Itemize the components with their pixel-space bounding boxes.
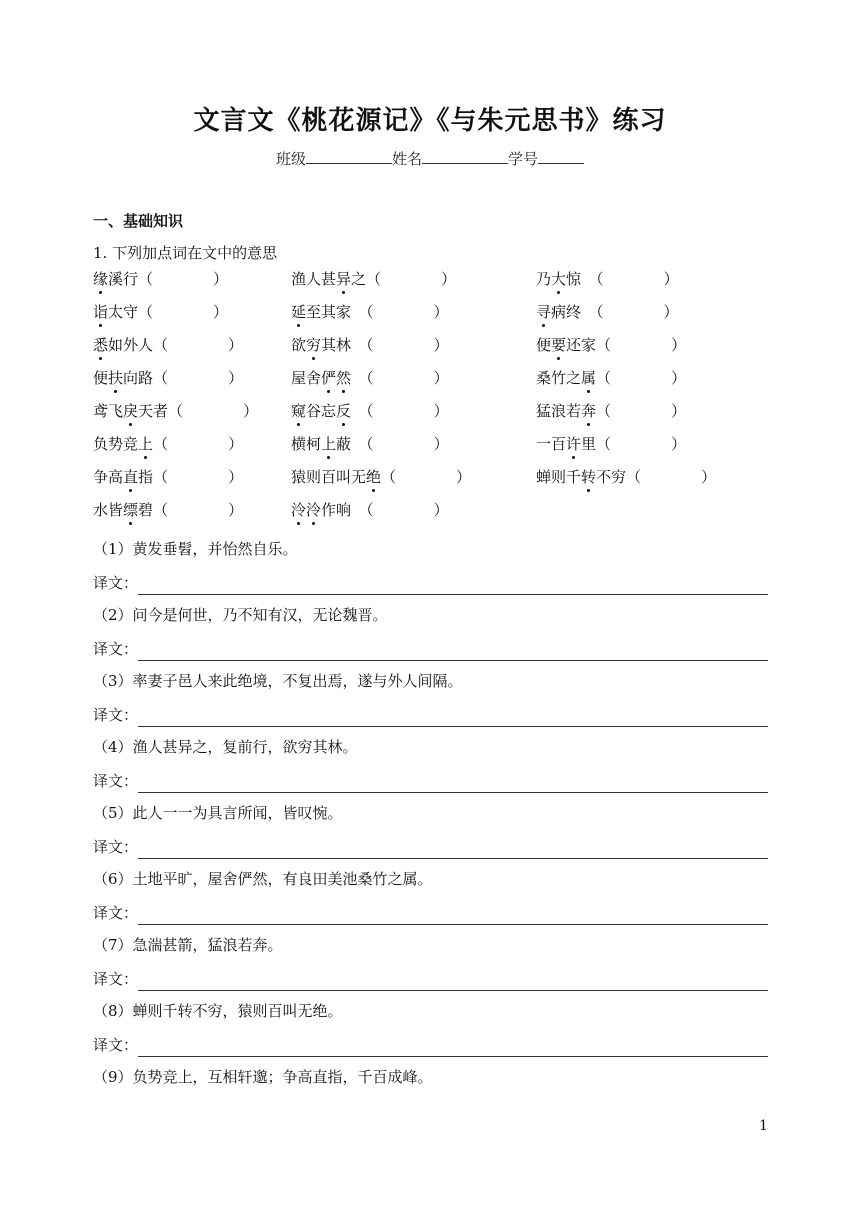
name-label: 姓名 <box>391 150 422 168</box>
answer-blank[interactable] <box>153 303 213 321</box>
answer-blank[interactable] <box>374 303 434 321</box>
close-paren: ） <box>433 402 449 420</box>
dotted-char: 穷 <box>306 336 322 354</box>
vocab-item <box>536 400 686 421</box>
vocab-item <box>291 466 471 487</box>
answer-blank[interactable] <box>611 336 671 354</box>
vocab-text: （ <box>351 369 374 387</box>
close-paren: ） <box>433 435 449 453</box>
vocab-item <box>93 499 243 520</box>
answer-blank[interactable] <box>168 435 228 453</box>
vocab-item <box>536 367 686 388</box>
vocab-item <box>291 433 449 454</box>
answer-blank[interactable] <box>374 336 434 354</box>
answer-blank[interactable] <box>153 270 213 288</box>
vocab-item <box>536 334 686 355</box>
vocab-text: 争高 <box>93 468 124 486</box>
dotted-char: 泠 <box>306 501 322 519</box>
vocab-item <box>536 301 679 322</box>
close-paren: ） <box>243 402 259 420</box>
answer-blank[interactable] <box>374 501 434 519</box>
sentence-item: （9）负势竞上，互相轩邈；争高直指，千百成峰。 <box>93 1068 433 1086</box>
vocab-text: 蝉则千 <box>536 468 582 486</box>
vocab-text: 一百 <box>536 435 567 453</box>
dotted-char: 俨 <box>321 369 337 387</box>
vocab-text: 桑竹之 <box>536 369 582 387</box>
close-paren: ） <box>228 501 244 519</box>
vocab-text: 鸢飞 <box>93 402 124 420</box>
vocab-item <box>291 400 449 421</box>
vocab-item <box>93 268 228 289</box>
vocab-text: 谷忘 <box>306 402 337 420</box>
vocab-item <box>536 268 679 289</box>
vocab-text: 其林 （ <box>321 336 374 354</box>
vocab-text: （ <box>351 402 374 420</box>
dotted-char: 直 <box>123 468 139 486</box>
translation-row <box>93 832 768 865</box>
dotted-char: 属 <box>581 369 597 387</box>
answer-blank[interactable] <box>604 303 664 321</box>
vocab-text: 水皆 <box>93 501 124 519</box>
question-1: 1. 下列加点词在文中的意思 <box>93 244 278 262</box>
vocab-text: 横柯 <box>291 435 322 453</box>
vocab-text: 猿则百叫无 <box>291 468 367 486</box>
student-info-line <box>0 148 860 169</box>
vocab-text: 乃 <box>536 270 552 288</box>
close-paren: ） <box>671 369 687 387</box>
vocab-text: （ <box>381 468 397 486</box>
vocab-text: （ <box>596 369 612 387</box>
vocab-item <box>93 433 243 454</box>
close-paren: ） <box>663 303 679 321</box>
translation-row <box>93 634 768 667</box>
dotted-char: 绝 <box>366 468 382 486</box>
dotted-char: 反 <box>336 402 352 420</box>
vocab-text: 便 <box>93 369 109 387</box>
class-blank <box>306 149 392 164</box>
close-paren: ） <box>456 468 472 486</box>
translation-answer-line[interactable] <box>138 902 768 925</box>
vocab-row <box>93 268 793 301</box>
dotted-char: 异 <box>336 270 352 288</box>
translation-answer-line[interactable] <box>138 770 768 793</box>
translation-answer-line[interactable] <box>138 638 768 661</box>
translation-row <box>93 1030 768 1063</box>
dotted-char: 诣 <box>93 303 109 321</box>
vocab-text: （ <box>596 402 612 420</box>
translation-answer-line[interactable] <box>138 704 768 727</box>
close-paren: ） <box>433 369 449 387</box>
translation-row <box>93 766 768 799</box>
translation-answer-line[interactable] <box>138 1034 768 1057</box>
sentence-item: （6）土地平旷，屋舍俨然，有良田美池桑竹之属。 <box>93 870 433 888</box>
close-paren: ） <box>213 270 229 288</box>
vocab-text: 碧（ <box>138 501 169 519</box>
vocab-text: 溪行（ <box>108 270 154 288</box>
vocab-item <box>291 367 449 388</box>
page-title: 文言文《桃花源记》《与朱元思书》练习 <box>193 106 667 136</box>
vocab-grid <box>93 268 793 532</box>
vocab-text: 渔人甚 <box>291 270 337 288</box>
vocab-text: 作响 （ <box>321 501 374 519</box>
translation-label: 译文： <box>93 640 139 658</box>
answer-blank[interactable] <box>641 468 701 486</box>
vocab-text: 里（ <box>581 435 612 453</box>
vocab-row <box>93 466 793 499</box>
close-paren: ） <box>228 435 244 453</box>
translation-label: 译文： <box>93 772 139 790</box>
vocab-text: 负势竞 <box>93 435 139 453</box>
sentence-item: （2）问今是何世，乃不知有汉，无论魏晋。 <box>93 606 388 624</box>
answer-blank[interactable] <box>611 402 671 420</box>
answer-blank[interactable] <box>374 402 434 420</box>
close-paren: ） <box>671 402 687 420</box>
vocab-row <box>93 400 793 433</box>
translation-row <box>93 964 768 997</box>
vocab-text: 欲 <box>291 336 307 354</box>
answer-blank[interactable] <box>374 435 434 453</box>
vocab-item <box>93 466 243 487</box>
dotted-char: 许 <box>566 435 582 453</box>
vocab-item <box>291 334 449 355</box>
vocab-item <box>93 301 228 322</box>
vocab-item <box>93 334 243 355</box>
vocab-text: （ <box>153 435 169 453</box>
close-paren: ） <box>433 501 449 519</box>
vocab-item <box>536 466 716 487</box>
close-paren: ） <box>433 336 449 354</box>
translation-row <box>93 898 768 931</box>
vocab-item <box>536 433 686 454</box>
dotted-char: 泠 <box>291 501 307 519</box>
dotted-char: 要 <box>551 336 567 354</box>
vocab-text: 指（ <box>138 468 169 486</box>
dotted-char: 寻 <box>536 303 552 321</box>
vocab-text: 屋舍 <box>291 369 322 387</box>
dotted-char: 转 <box>581 468 597 486</box>
vocab-text: 猛浪若 <box>536 402 582 420</box>
close-paren: ） <box>671 336 687 354</box>
dotted-char: 然 <box>336 369 352 387</box>
vocab-row <box>93 367 793 400</box>
vocab-text: 还家（ <box>566 336 612 354</box>
vocab-item <box>93 367 243 388</box>
vocab-item <box>291 499 449 520</box>
dotted-char: 悉 <box>93 336 109 354</box>
answer-blank[interactable] <box>381 270 441 288</box>
translation-label: 译文： <box>93 706 139 724</box>
dotted-char: 大 <box>551 270 567 288</box>
sentence-item: （4）渔人甚异之，复前行，欲穷其林。 <box>93 738 358 756</box>
answer-blank[interactable] <box>168 369 228 387</box>
answer-blank[interactable] <box>168 468 228 486</box>
name-blank <box>422 149 508 164</box>
translation-label: 译文： <box>93 970 139 988</box>
vocab-item <box>93 400 258 421</box>
page-number: 1 <box>759 1118 768 1134</box>
answer-blank[interactable] <box>183 402 243 420</box>
vocab-text: 惊 （ <box>566 270 604 288</box>
close-paren: ） <box>228 336 244 354</box>
dotted-char: 上 <box>321 435 337 453</box>
dotted-char: 缘 <box>93 270 109 288</box>
close-paren: ） <box>213 303 229 321</box>
translation-answer-line[interactable] <box>138 572 768 595</box>
translation-row <box>93 568 768 601</box>
number-blank <box>538 149 584 164</box>
vocab-row <box>93 301 793 334</box>
translation-label: 译文： <box>93 574 139 592</box>
vocab-text: 天者（ <box>138 402 184 420</box>
answer-blank[interactable] <box>374 369 434 387</box>
dotted-char: 戾 <box>123 402 139 420</box>
translation-list <box>93 535 768 1096</box>
vocab-text: 病终 （ <box>551 303 604 321</box>
dotted-char: 延 <box>291 303 307 321</box>
answer-blank[interactable] <box>168 501 228 519</box>
answer-blank[interactable] <box>604 270 664 288</box>
close-paren: ） <box>433 303 449 321</box>
close-paren: ） <box>663 270 679 288</box>
sentence-item: （3）率妻子邑人来此绝境，不复出焉，遂与外人间隔。 <box>93 672 463 690</box>
section-heading: 一、基础知识 <box>93 212 184 230</box>
sentence-item: （8）蝉则千转不穷，猿则百叫无绝。 <box>93 1002 343 1020</box>
translation-answer-line[interactable] <box>138 968 768 991</box>
vocab-row <box>93 499 793 532</box>
vocab-text: 蔽 （ <box>336 435 374 453</box>
class-label: 班级 <box>275 150 306 168</box>
vocab-text: 如外人（ <box>108 336 169 354</box>
sentence-item: （5）此人一一为具言所闻，皆叹惋。 <box>93 804 343 822</box>
translation-answer-line[interactable] <box>138 836 768 859</box>
close-paren: ） <box>701 468 717 486</box>
vocab-item <box>291 301 449 322</box>
sentence-item: （1）黄发垂髫，并怡然自乐。 <box>93 540 298 558</box>
translation-label: 译文： <box>93 1036 139 1054</box>
close-paren: ） <box>441 270 457 288</box>
translation-label: 译文： <box>93 838 139 856</box>
vocab-text: 不穷（ <box>596 468 642 486</box>
dotted-char: 奔 <box>581 402 597 420</box>
answer-blank[interactable] <box>168 336 228 354</box>
answer-blank[interactable] <box>611 435 671 453</box>
translation-row <box>93 700 768 733</box>
translation-label: 译文： <box>93 904 139 922</box>
vocab-text: 便 <box>536 336 552 354</box>
vocab-row <box>93 433 793 466</box>
close-paren: ） <box>228 369 244 387</box>
answer-blank[interactable] <box>611 369 671 387</box>
dotted-char: 上 <box>138 435 154 453</box>
dotted-char: 窥 <box>291 402 307 420</box>
answer-blank[interactable] <box>396 468 456 486</box>
vocab-text: 太守（ <box>108 303 154 321</box>
dotted-char: 扶 <box>108 369 124 387</box>
vocab-item <box>291 268 456 289</box>
vocab-text: 至其家 （ <box>306 303 374 321</box>
number-label: 学号 <box>508 150 539 168</box>
vocab-text: 向路（ <box>123 369 169 387</box>
close-paren: ） <box>228 468 244 486</box>
vocab-text: 之（ <box>351 270 382 288</box>
vocab-row <box>93 334 793 367</box>
dotted-char: 缥 <box>123 501 139 519</box>
close-paren: ） <box>671 435 687 453</box>
sentence-item: （7）急湍甚箭，猛浪若奔。 <box>93 936 283 954</box>
